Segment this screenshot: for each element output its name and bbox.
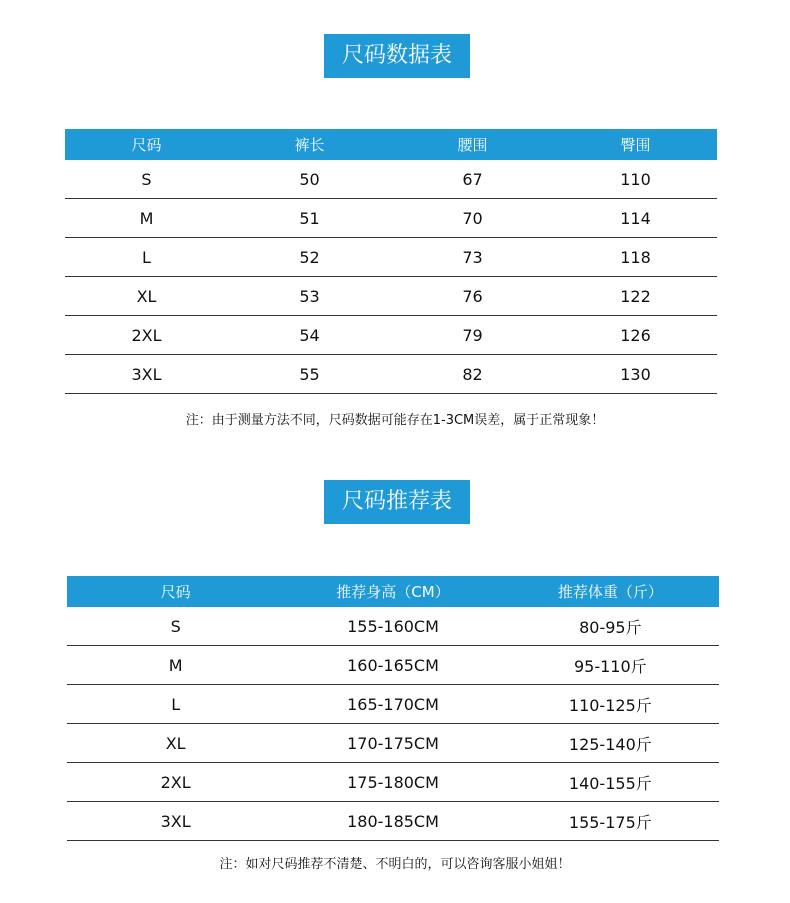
cell-waist: 76 bbox=[391, 277, 554, 316]
column-header-recommended-weight: 推荐体重（斤） bbox=[502, 576, 719, 607]
size-data-title: 尺码数据表 bbox=[324, 34, 470, 78]
cell-waist: 82 bbox=[391, 355, 554, 394]
cell-waist: 73 bbox=[391, 238, 554, 277]
cell-height: 170-175CM bbox=[284, 724, 501, 763]
measurement-note: 注：由于测量方法不同，尺码数据可能存在1-3CM误差，属于正常现象！ bbox=[185, 413, 605, 428]
table-row bbox=[67, 763, 719, 802]
cell-height: 175-180CM bbox=[284, 763, 501, 802]
cell-waist: 79 bbox=[391, 316, 554, 355]
table-row bbox=[67, 802, 719, 841]
table-row bbox=[65, 238, 717, 277]
cell-waist: 67 bbox=[391, 160, 554, 199]
cell-size: 2XL bbox=[67, 763, 284, 802]
cell-size: L bbox=[65, 238, 228, 277]
cell-pants-length: 52 bbox=[228, 238, 391, 277]
cell-pants-length: 50 bbox=[228, 160, 391, 199]
cell-weight: 80-95斤 bbox=[502, 607, 719, 646]
cell-waist: 70 bbox=[391, 199, 554, 238]
cell-size: M bbox=[65, 199, 228, 238]
cell-hip: 114 bbox=[554, 199, 717, 238]
cell-weight: 110-125斤 bbox=[502, 685, 719, 724]
size-data-table bbox=[65, 129, 717, 394]
column-header-hip: 臀围 bbox=[554, 129, 717, 160]
table-row bbox=[67, 646, 719, 685]
cell-weight: 125-140斤 bbox=[502, 724, 719, 763]
cell-pants-length: 54 bbox=[228, 316, 391, 355]
table-row bbox=[65, 316, 717, 355]
table-header-row bbox=[65, 129, 717, 160]
cell-weight: 155-175斤 bbox=[502, 802, 719, 841]
column-header-pants-length: 裤长 bbox=[228, 129, 391, 160]
cell-size: 2XL bbox=[65, 316, 228, 355]
cell-weight: 140-155斤 bbox=[502, 763, 719, 802]
cell-size: L bbox=[67, 685, 284, 724]
cell-size: 3XL bbox=[67, 802, 284, 841]
cell-height: 165-170CM bbox=[284, 685, 501, 724]
table-row bbox=[65, 199, 717, 238]
column-header-recommended-height: 推荐身高（CM） bbox=[284, 576, 501, 607]
cell-pants-length: 51 bbox=[228, 199, 391, 238]
column-header-size: 尺码 bbox=[67, 576, 284, 607]
table-header-row bbox=[67, 576, 719, 607]
cell-hip: 130 bbox=[554, 355, 717, 394]
cell-size: M bbox=[67, 646, 284, 685]
table-row bbox=[65, 277, 717, 316]
size-recommendation-table bbox=[67, 576, 719, 841]
table-row bbox=[65, 160, 717, 199]
cell-pants-length: 53 bbox=[228, 277, 391, 316]
cell-hip: 110 bbox=[554, 160, 717, 199]
customer-service-note: 注：如对尺码推荐不清楚、不明白的，可以咨询客服小姐姐！ bbox=[219, 857, 571, 872]
table-row bbox=[67, 724, 719, 763]
cell-hip: 126 bbox=[554, 316, 717, 355]
cell-height: 180-185CM bbox=[284, 802, 501, 841]
size-recommendation-title: 尺码推荐表 bbox=[324, 480, 470, 524]
cell-size: XL bbox=[65, 277, 228, 316]
cell-hip: 122 bbox=[554, 277, 717, 316]
cell-hip: 118 bbox=[554, 238, 717, 277]
table-row bbox=[65, 355, 717, 394]
table-row bbox=[67, 607, 719, 646]
cell-weight: 95-110斤 bbox=[502, 646, 719, 685]
cell-height: 160-165CM bbox=[284, 646, 501, 685]
cell-size: XL bbox=[67, 724, 284, 763]
column-header-size: 尺码 bbox=[65, 129, 228, 160]
cell-height: 155-160CM bbox=[284, 607, 501, 646]
column-header-waist: 腰围 bbox=[391, 129, 554, 160]
cell-pants-length: 55 bbox=[228, 355, 391, 394]
cell-size: 3XL bbox=[65, 355, 228, 394]
cell-size: S bbox=[67, 607, 284, 646]
table-row bbox=[67, 685, 719, 724]
cell-size: S bbox=[65, 160, 228, 199]
